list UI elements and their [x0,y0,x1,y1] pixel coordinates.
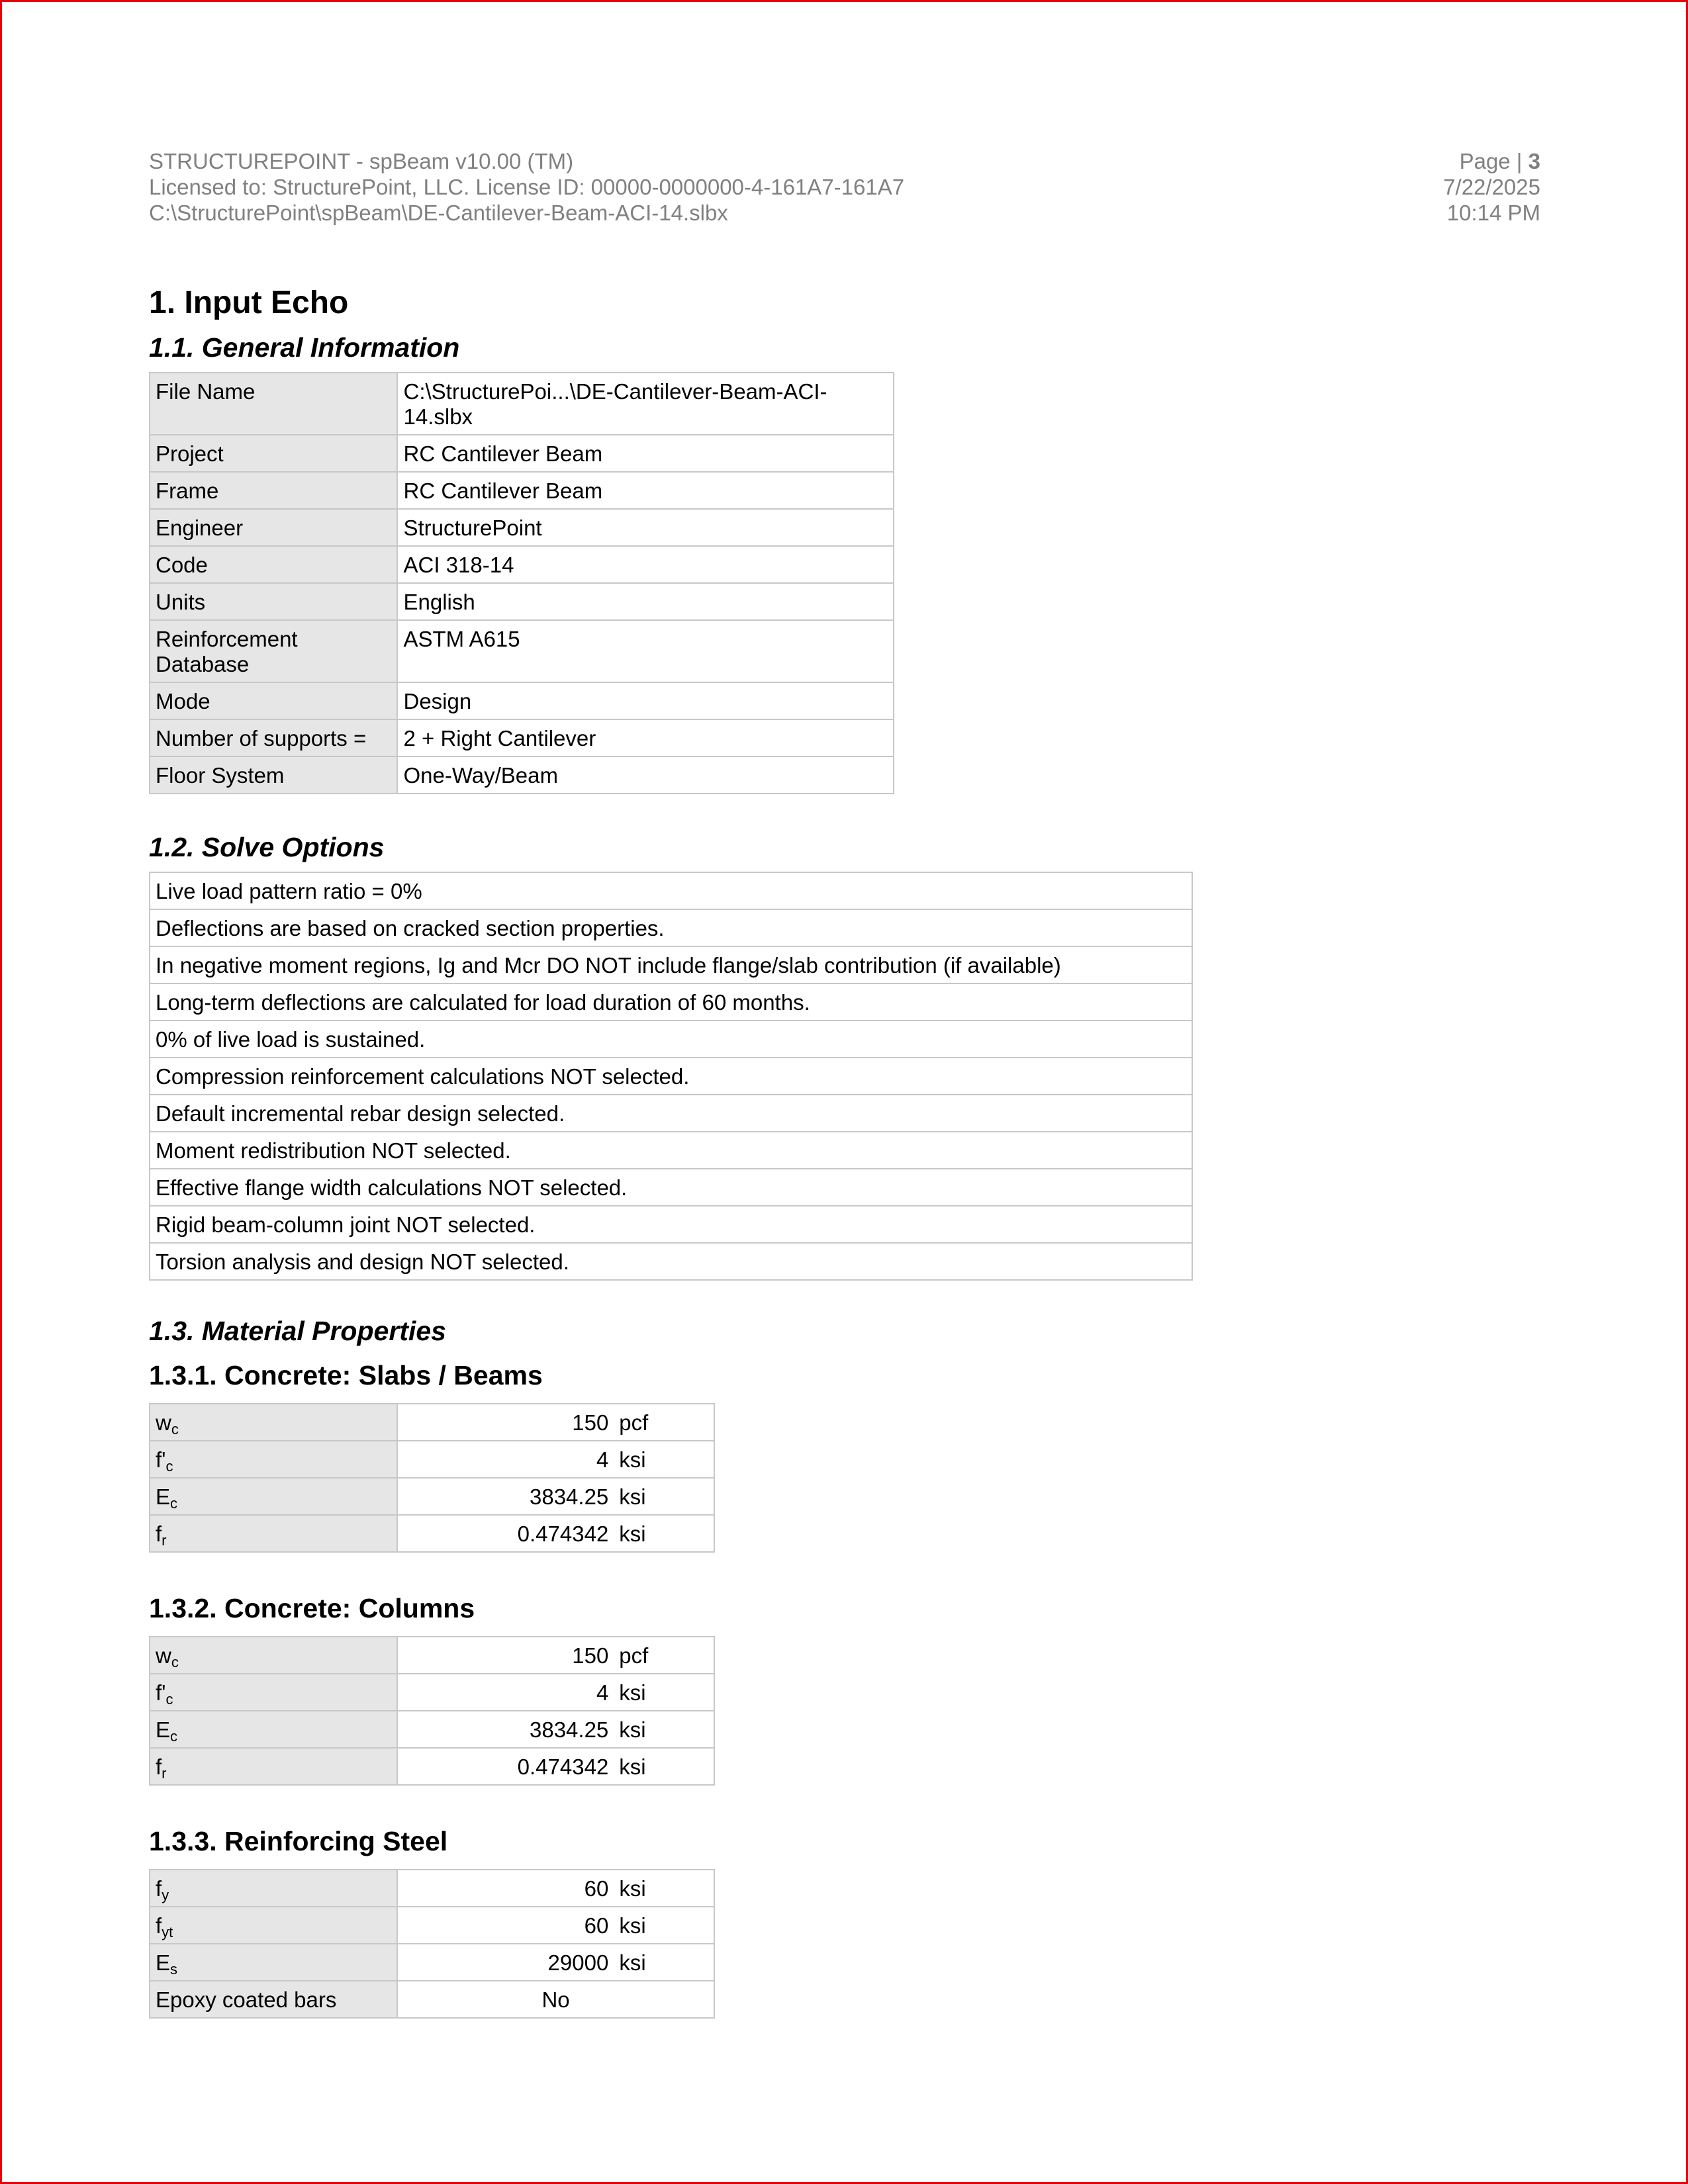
property-symbol: $f'_c$ [150,1441,397,1478]
concrete-columns-table [149,1636,715,1786]
table-row [150,1515,714,1552]
property-symbol: $f'_c$ [150,1674,397,1711]
header-program-line: STRUCTUREPOINT - spBeam v10.00 (TM) [149,149,574,173]
solve-option: Deflections are based on cracked section properties. [150,909,1192,946]
header-date: 7/22/2025 [1443,175,1540,199]
table-row [150,1907,714,1944]
table-row [150,1944,714,1981]
table-row [150,546,894,583]
page-label: Page | [1459,149,1528,173]
row-label: Floor System [150,756,397,794]
table-row [150,1169,1192,1206]
table-row [150,1243,1192,1280]
table-row [150,719,894,756]
section-title-general-information: 1.1. General Information [149,332,460,363]
table-row [150,472,894,509]
table-row [150,1981,714,2018]
property-value: 3834.25 [397,1711,615,1748]
table-row [150,373,894,435]
property-value: 150 [397,1404,615,1441]
table-row [150,509,894,546]
solve-option: Long-term deflections are calculated for load duration of 60 months. [150,983,1192,1021]
solve-option: Live load pattern ratio = 0% [150,872,1192,909]
header-time: 10:14 PM [1446,201,1540,225]
section-title-solve-options: 1.2. Solve Options [149,832,385,862]
section-title-input-echo: 1. Input Echo [149,285,349,320]
page-number: 3 [1528,149,1540,173]
header-file-path-line: C:\StructurePoint\spBeam\DE-Cantilever-Beam-ACI-14.slbx [149,201,728,225]
header-license-line: Licensed to: StructurePoint, LLC. License ID: 00000-0000000-4-161A7-161A7 [149,175,905,199]
row-label: Code [150,546,397,583]
table-row [150,1674,714,1711]
report-header-left [149,148,1274,226]
reinforcing-steel-table [149,1869,715,2019]
property-symbol: $f_y$ [150,1870,397,1907]
row-value: ACI 318-14 [397,546,894,583]
table-row [150,872,1192,909]
section-title-concrete-columns: 1.3.2. Concrete: Columns [149,1593,475,1623]
property-symbol: $f_r$ [150,1515,397,1552]
property-symbol: $w_c$ [150,1404,397,1441]
table-row [150,1870,714,1907]
property-label: Epoxy coated bars [150,1981,397,2018]
property-value: 4 [397,1441,615,1478]
table-row [150,1206,1192,1243]
table-row [150,756,894,794]
report-header-right [1209,148,1540,226]
property-unit: ksi [615,1674,714,1711]
property-symbol: $f_{yt}$ [150,1907,397,1944]
property-symbol: $E_c$ [150,1711,397,1748]
property-unit: ksi [615,1478,714,1515]
table-row [150,1748,714,1785]
table-row [150,909,1192,946]
property-value: 60 [397,1870,615,1907]
property-value: 29000 [397,1944,615,1981]
property-value: 4 [397,1674,615,1711]
property-value: 150 [397,1637,615,1674]
property-symbol: $E_s$ [150,1944,397,1981]
property-unit: ksi [615,1748,714,1785]
property-value: 60 [397,1907,615,1944]
table-row [150,946,1192,983]
property-unit: ksi [615,1870,714,1907]
property-unit: pcf [615,1637,714,1674]
property-value: 0.474342 [397,1515,615,1552]
row-label: Reinforcement Database [150,620,397,682]
concrete-slabs-beams-table [149,1403,715,1553]
row-label: Project [150,435,397,472]
row-value: RC Cantilever Beam [397,472,894,509]
solve-options-table [149,872,1193,1281]
property-symbol: $E_c$ [150,1478,397,1515]
table-row [150,1021,1192,1058]
row-label: Engineer [150,509,397,546]
table-row [150,1095,1192,1132]
row-label: Mode [150,682,397,719]
row-label: Frame [150,472,397,509]
property-value: No [397,1981,714,2018]
table-row [150,1711,714,1748]
header-page-indicator [1209,148,1540,174]
solve-option: Moment redistribution NOT selected. [150,1132,1192,1169]
row-value: 2 + Right Cantilever [397,719,894,756]
property-unit: ksi [615,1711,714,1748]
table-row [150,620,894,682]
table-row [150,1441,714,1478]
row-label: Units [150,583,397,620]
property-value: 0.474342 [397,1748,615,1785]
section-title-reinforcing-steel: 1.3.3. Reinforcing Steel [149,1826,448,1856]
property-unit: ksi [615,1441,714,1478]
property-symbol: $w_c$ [150,1637,397,1674]
table-row [150,682,894,719]
table-row [150,1132,1192,1169]
row-value: StructurePoint [397,509,894,546]
table-row [150,1478,714,1515]
row-value: ASTM A615 [397,620,894,682]
property-unit: ksi [615,1944,714,1981]
property-value: 3834.25 [397,1478,615,1515]
general-information-table [149,372,894,794]
table-row [150,583,894,620]
row-value: One-Way/Beam [397,756,894,794]
section-title-concrete-slabs-beams: 1.3.1. Concrete: Slabs / Beams [149,1360,543,1390]
solve-option: Compression reinforcement calculations NOT selected. [150,1058,1192,1095]
table-row [150,435,894,472]
property-unit: ksi [615,1515,714,1552]
solve-option: In negative moment regions, Ig and Mcr DO NOT include flange/slab contribution (if available) [150,946,1192,983]
table-row [150,983,1192,1021]
section-title-material-properties: 1.3. Material Properties [149,1316,446,1346]
property-unit: ksi [615,1907,714,1944]
property-unit: pcf [615,1404,714,1441]
table-row [150,1637,714,1674]
row-value: C:\StructurePoi...\DE-Cantilever-Beam-ACI-14.slbx [397,373,894,435]
solve-option: Effective flange width calculations NOT selected. [150,1169,1192,1206]
solve-option: 0% of live load is sustained. [150,1021,1192,1058]
row-value: English [397,583,894,620]
solve-option: Torsion analysis and design NOT selected. [150,1243,1192,1280]
row-label: Number of supports = [150,719,397,756]
solve-option: Rigid beam-column joint NOT selected. [150,1206,1192,1243]
row-value: Design [397,682,894,719]
row-label: File Name [150,373,397,435]
table-row [150,1404,714,1441]
solve-option: Default incremental rebar design selected. [150,1095,1192,1132]
row-value: RC Cantilever Beam [397,435,894,472]
property-symbol: $f_r$ [150,1748,397,1785]
table-row [150,1058,1192,1095]
